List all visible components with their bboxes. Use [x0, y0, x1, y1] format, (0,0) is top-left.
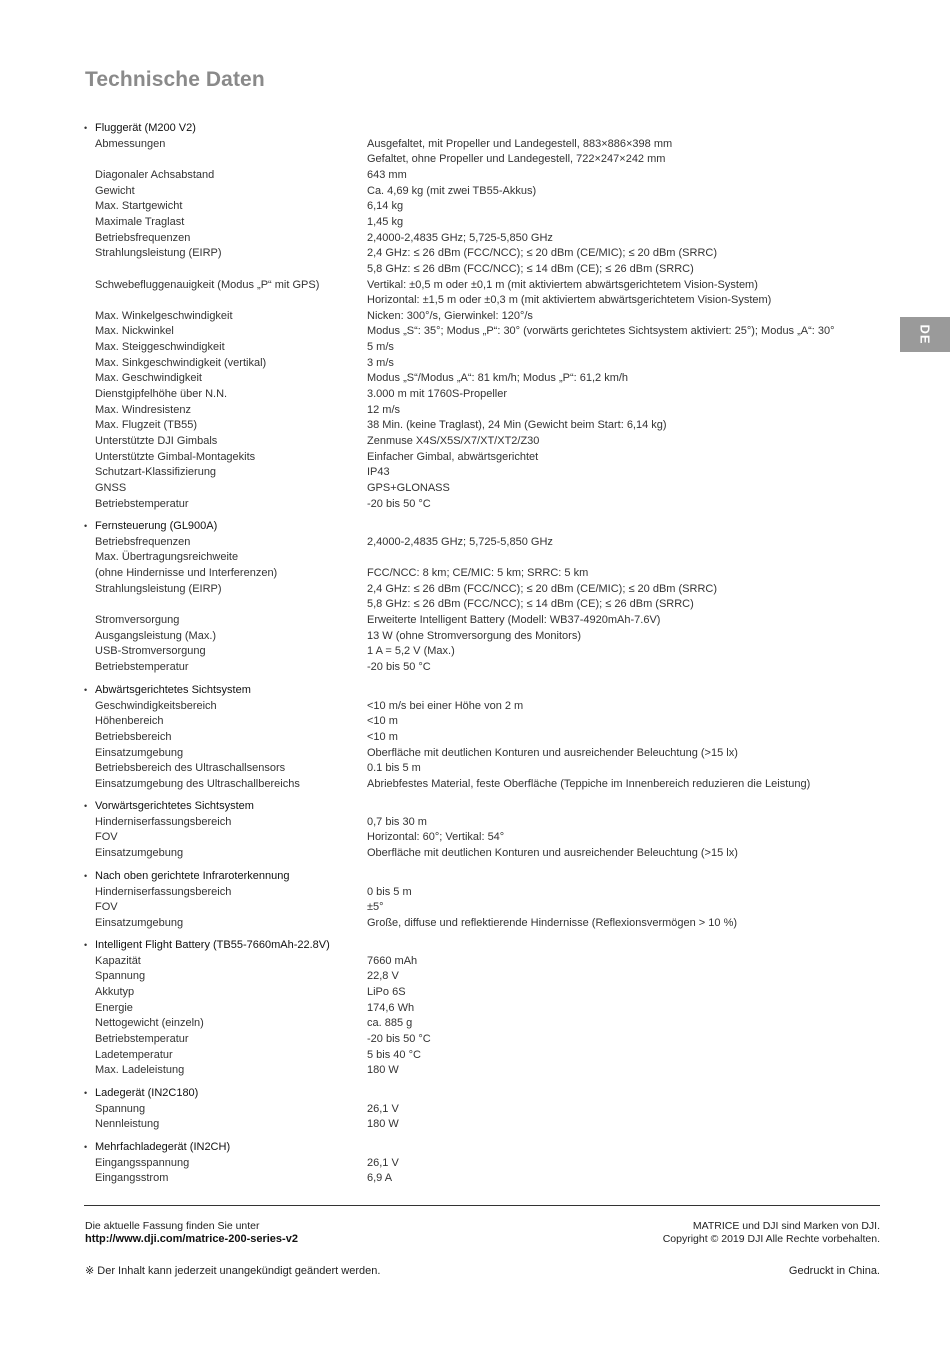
spec-row — [0, 628, 950, 644]
spec-value: 13 W (ohne Stromversorgung des Monitors) — [367, 629, 581, 642]
spec-row — [0, 760, 950, 776]
spec-label: Diagonaler Achsabstand — [95, 168, 215, 181]
spec-value: 12 m/s — [367, 403, 401, 416]
spec-value: 6,9 A — [367, 1172, 393, 1185]
spec-label: Betriebsfrequenzen — [95, 535, 191, 548]
spec-label: Max. Ladeleistung — [95, 1064, 185, 1077]
spec-label: Betriebstemperatur — [95, 497, 189, 510]
spec-label: USB-Stromversorgung — [95, 645, 206, 658]
spec-label: Spannung — [95, 970, 146, 983]
spec-label: Max. Flugzeit (TB55) — [95, 419, 198, 432]
spec-label: Stromversorgung — [95, 613, 180, 626]
spec-label: Maximale Traglast — [95, 215, 185, 228]
spec-label: Einsatzumgebung — [95, 746, 184, 759]
spec-row — [0, 151, 950, 167]
spec-value: 2,4000-2,4835 GHz; 5,725-5,850 GHz — [367, 535, 553, 548]
spec-label: Strahlungsleistung (EIRP) — [95, 247, 222, 260]
spec-value: <10 m/s bei einer Höhe von 2 m — [367, 699, 524, 712]
spec-label: Schwebefluggenauigkeit (Modus „P“ mit GPS) — [95, 278, 320, 291]
spec-row — [0, 292, 950, 308]
spec-row — [0, 1000, 950, 1016]
spec-value: -20 bis 50 °C — [367, 660, 431, 673]
spec-value: 7660 mAh — [367, 954, 418, 967]
spec-row — [0, 814, 950, 830]
spec-row — [0, 829, 950, 845]
spec-value: -20 bis 50 °C — [367, 497, 431, 510]
spec-row — [0, 339, 950, 355]
bullet-icon: • — [84, 940, 88, 950]
spec-row — [0, 596, 950, 612]
spec-value: Einfacher Gimbal, abwärtsgerichtet — [367, 450, 539, 463]
spec-label: Max. Sinkgeschwindigkeit (vertikal) — [95, 356, 267, 369]
spec-label: Max. Winkelgeschwindigkeit — [95, 309, 233, 322]
spec-label: Energie — [95, 1001, 133, 1014]
spec-row — [0, 1170, 950, 1186]
spec-row — [0, 433, 950, 449]
footer-latest-version: Die aktuelle Fassung finden Sie unter — [85, 1220, 260, 1232]
spec-row — [0, 1062, 950, 1078]
spec-row — [0, 183, 950, 199]
bullet-icon: • — [84, 871, 88, 881]
section-title — [0, 120, 950, 136]
spec-label: Ladetemperatur — [95, 1048, 173, 1061]
section-title — [0, 937, 950, 953]
spec-label: Abmessungen — [95, 137, 166, 150]
spec-label: Betriebstemperatur — [95, 660, 189, 673]
spec-value: 0,7 bis 30 m — [367, 815, 427, 828]
spec-value: 6,14 kg — [367, 200, 404, 213]
spec-label: Ausgangsleistung (Max.) — [95, 629, 217, 642]
spec-label: Hinderniserfassungsbereich — [95, 885, 232, 898]
spec-value: 26,1 V — [367, 1156, 399, 1169]
spec-label: Höhenbereich — [95, 715, 164, 728]
spec-label: Hinderniserfassungsbereich — [95, 815, 232, 828]
spec-value: ca. 885 g — [367, 1017, 413, 1030]
section-title — [0, 798, 950, 814]
spec-label: Einsatzumgebung — [95, 916, 184, 929]
spec-row — [0, 1031, 950, 1047]
spec-row — [0, 277, 950, 293]
spec-row — [0, 776, 950, 792]
spec-row — [0, 713, 950, 729]
bullet-icon: • — [84, 521, 88, 531]
section-title-label: Ladegerät (IN2C180) — [95, 1087, 199, 1099]
spec-label: Nettogewicht (einzeln) — [95, 1017, 204, 1030]
spec-row — [0, 1015, 950, 1031]
spec-value: 5,8 GHz: ≤ 26 dBm (FCC/NCC); ≤ 14 dBm (CE); ≤ 26 dBm (SRRC) — [367, 262, 694, 275]
language-tab-label: DE — [917, 324, 933, 345]
spec-row — [0, 464, 950, 480]
spec-row — [0, 230, 950, 246]
spec-label: Eingangsstrom — [95, 1172, 169, 1185]
spec-row — [0, 323, 950, 339]
spec-row — [0, 565, 950, 581]
spec-label: Einsatzumgebung — [95, 846, 184, 859]
spec-label: (ohne Hindernisse und Interferenzen) — [95, 566, 278, 579]
spec-label: Einsatzumgebung des Ultraschallbereichs — [95, 777, 300, 790]
spec-row — [0, 899, 950, 915]
spec-value: 2,4 GHz: ≤ 26 dBm (FCC/NCC); ≤ 20 dBm (CE/MIC); ≤ 20 dBm (SRRC) — [367, 582, 718, 595]
spec-value: -20 bis 50 °C — [367, 1032, 431, 1045]
spec-label: Dienstgipfelhöhe über N.N. — [95, 388, 228, 401]
spec-label: FOV — [95, 901, 118, 914]
spec-value: Gefaltet, ohne Propeller und Landegestell, 722×247×242 mm — [367, 153, 666, 166]
spec-value: ±5° — [367, 901, 384, 914]
bullet-icon: • — [84, 1142, 88, 1152]
spec-row — [0, 1155, 950, 1171]
spec-value: FCC/NCC: 8 km; CE/MIC: 5 km; SRRC: 5 km — [367, 566, 589, 579]
footer-url-link[interactable]: http://www.dji.com/matrice-200-series-v2 — [85, 1233, 298, 1245]
spec-value: 180 W — [367, 1064, 399, 1077]
section-title — [0, 1139, 950, 1155]
spec-value: 180 W — [367, 1118, 399, 1131]
spec-label: Max. Übertragungsreichweite — [95, 551, 239, 564]
spec-label: Max. Startgewicht — [95, 200, 183, 213]
spec-value: <10 m — [367, 715, 398, 728]
spec-row — [0, 968, 950, 984]
spec-value: IP43 — [367, 466, 390, 479]
section-title-label: Nach oben gerichtete Infraroterkennung — [95, 870, 290, 882]
section-title — [0, 1085, 950, 1101]
spec-value: 3 m/s — [367, 356, 394, 369]
spec-row — [0, 745, 950, 761]
section-title-label: Fluggerät (M200 V2) — [95, 122, 196, 134]
spec-label: Betriebstemperatur — [95, 1032, 189, 1045]
spec-label: GNSS — [95, 481, 127, 494]
spec-value: Zenmuse X4S/X5S/X7/XT/XT2/Z30 — [367, 435, 540, 447]
spec-value: Oberfläche mit deutlichen Konturen und ausreichender Beleuchtung (>15 lx) — [367, 846, 738, 859]
spec-value: Oberfläche mit deutlichen Konturen und ausreichender Beleuchtung (>15 lx) — [367, 746, 738, 759]
spec-value: Horizontal: ±1,5 m oder ±0,3 m (mit aktiviertem abwärtsgerichtetem Vision-System) — [367, 294, 772, 307]
footer-copyright: Copyright © 2019 DJI Alle Rechte vorbehalten. — [662, 1233, 880, 1245]
spec-row — [0, 1047, 950, 1063]
footer-divider — [84, 1205, 880, 1206]
spec-value: LiPo 6S — [367, 985, 406, 998]
spec-label: Akkutyp — [95, 985, 135, 998]
section-title-label: Abwärtsgerichtetes Sichtsystem — [95, 684, 251, 696]
spec-value: 2,4000-2,4835 GHz; 5,725-5,850 GHz — [367, 231, 553, 244]
spec-value: Horizontal: 60°; Vertikal: 54° — [367, 831, 505, 844]
section-title — [0, 868, 950, 884]
section-title-label: Intelligent Flight Battery (TB55-7660mAh-22.8V) — [95, 939, 330, 951]
spec-row — [0, 136, 950, 152]
section-title-label: Fernsteuerung (GL900A) — [95, 520, 218, 532]
spec-row — [0, 245, 950, 261]
spec-value: 22,8 V — [367, 970, 399, 983]
spec-row — [0, 534, 950, 550]
spec-row — [0, 884, 950, 900]
spec-value: 38 Min. (keine Traglast), 24 Min (Gewicht beim Start: 6,14 kg) — [367, 419, 667, 432]
spec-value: Abriebfestes Material, feste Oberfläche (Teppiche im Innenbereich reduzieren die Leistung) — [367, 777, 811, 790]
spec-value: Vertikal: ±0,5 m oder ±0,1 m (mit aktiviertem abwärtsgerichtetem Vision-System) — [367, 278, 758, 291]
spec-value: GPS+GLONASS — [367, 481, 450, 494]
spec-row — [0, 417, 950, 433]
spec-label: Gewicht — [95, 184, 135, 197]
spec-label: Betriebsfrequenzen — [95, 231, 191, 244]
spec-label: Max. Geschwindigkeit — [95, 372, 202, 385]
spec-value: Ca. 4,69 kg (mit zwei TB55-Akkus) — [367, 184, 537, 197]
spec-label: Max. Steiggeschwindigkeit — [95, 341, 225, 354]
spec-label: Betriebsbereich des Ultraschallsensors — [95, 762, 286, 775]
spec-value: 0 bis 5 m — [367, 885, 412, 898]
spec-row — [0, 643, 950, 659]
spec-row — [0, 612, 950, 628]
spec-row — [0, 480, 950, 496]
spec-value: 3.000 m mit 1760S-Propeller — [367, 388, 508, 401]
spec-label: FOV — [95, 831, 118, 844]
spec-label: Spannung — [95, 1102, 146, 1115]
bullet-icon: • — [84, 1088, 88, 1098]
spec-value: Nicken: 300°/s, Gierwinkel: 120°/s — [367, 309, 533, 322]
spec-label: Strahlungsleistung (EIRP) — [95, 582, 222, 595]
spec-value: Ausgefaltet, mit Propeller und Landegestell, 883×886×398 mm — [367, 137, 673, 150]
spec-value: 2,4 GHz: ≤ 26 dBm (FCC/NCC); ≤ 20 dBm (CE/MIC); ≤ 20 dBm (SRRC) — [367, 247, 718, 260]
spec-row — [0, 308, 950, 324]
footer-disclaimer: ※ Der Inhalt kann jederzeit unangekündigt geändert werden. — [85, 1265, 381, 1277]
spec-row — [0, 167, 950, 183]
spec-value: Große, diffuse und reflektierende Hindernisse (Reflexionsvermögen > 10 %) — [367, 916, 738, 929]
spec-row — [0, 1101, 950, 1117]
spec-label: Betriebsbereich — [95, 730, 172, 743]
spec-value: 1 A = 5,2 V (Max.) — [367, 645, 455, 658]
spec-row — [0, 496, 950, 512]
spec-row — [0, 449, 950, 465]
spec-value: 0.1 bis 5 m — [367, 762, 421, 775]
spec-value: 26,1 V — [367, 1102, 399, 1115]
spec-value: Erweiterte Intelligent Battery (Modell: WB37-4920mAh-7.6V) — [367, 613, 661, 626]
section-title-label: Vorwärtsgerichtetes Sichtsystem — [95, 800, 254, 812]
spec-value: <10 m — [367, 730, 398, 743]
spec-label: Schutzart-Klassifizierung — [95, 466, 217, 479]
spec-label: Max. Windresistenz — [95, 403, 191, 416]
spec-value: 5,8 GHz: ≤ 26 dBm (FCC/NCC); ≤ 14 dBm (CE); ≤ 26 dBm (SRRC) — [367, 598, 694, 611]
bullet-icon: • — [84, 123, 88, 133]
section-title — [0, 518, 950, 534]
spec-row — [0, 261, 950, 277]
page-title: Technische Daten — [85, 68, 265, 91]
spec-value: 5 m/s — [367, 341, 394, 354]
spec-row — [0, 915, 950, 931]
section-title — [0, 682, 950, 698]
spec-label: Eingangsspannung — [95, 1156, 190, 1169]
spec-label: Unterstützte DJI Gimbals — [95, 435, 218, 447]
bullet-icon: • — [84, 801, 88, 811]
spec-row — [0, 845, 950, 861]
spec-row — [0, 370, 950, 386]
footer-printed: Gedruckt in China. — [788, 1265, 880, 1277]
spec-label: Max. Nickwinkel — [95, 325, 174, 338]
spec-row — [0, 1116, 950, 1132]
footer-trademark: MATRICE und DJI sind Marken von DJI. — [692, 1220, 880, 1232]
spec-row — [0, 214, 950, 230]
spec-value: Modus „S“: 35°; Modus „P“: 30° (vorwärts gerichtetes Sichtsystem aktiviert: 25°); Modus „A“: 30° — [367, 325, 835, 338]
spec-row — [0, 386, 950, 402]
spec-label: Nennleistung — [95, 1118, 160, 1131]
spec-row — [0, 729, 950, 745]
spec-label: Kapazität — [95, 954, 141, 967]
spec-value: 174,6 Wh — [367, 1001, 415, 1014]
spec-label: Geschwindigkeitsbereich — [95, 699, 217, 712]
spec-row — [0, 549, 950, 565]
spec-label: Unterstützte Gimbal-Montagekits — [95, 450, 256, 463]
spec-value: Modus „S“/Modus „A“: 81 km/h; Modus „P“: 61,2 km/h — [367, 372, 629, 385]
spec-row — [0, 355, 950, 371]
spec-row — [0, 198, 950, 214]
spec-row — [0, 984, 950, 1000]
bullet-icon: • — [84, 685, 88, 695]
section-title-label: Mehrfachladegerät (IN2CH) — [95, 1141, 231, 1153]
spec-value: 5 bis 40 °C — [367, 1048, 421, 1061]
spec-row — [0, 698, 950, 714]
spec-row — [0, 402, 950, 418]
spec-row — [0, 581, 950, 597]
spec-value: 1,45 kg — [367, 215, 404, 228]
spec-row — [0, 953, 950, 969]
spec-value: 643 mm — [367, 168, 407, 181]
spec-row — [0, 659, 950, 675]
